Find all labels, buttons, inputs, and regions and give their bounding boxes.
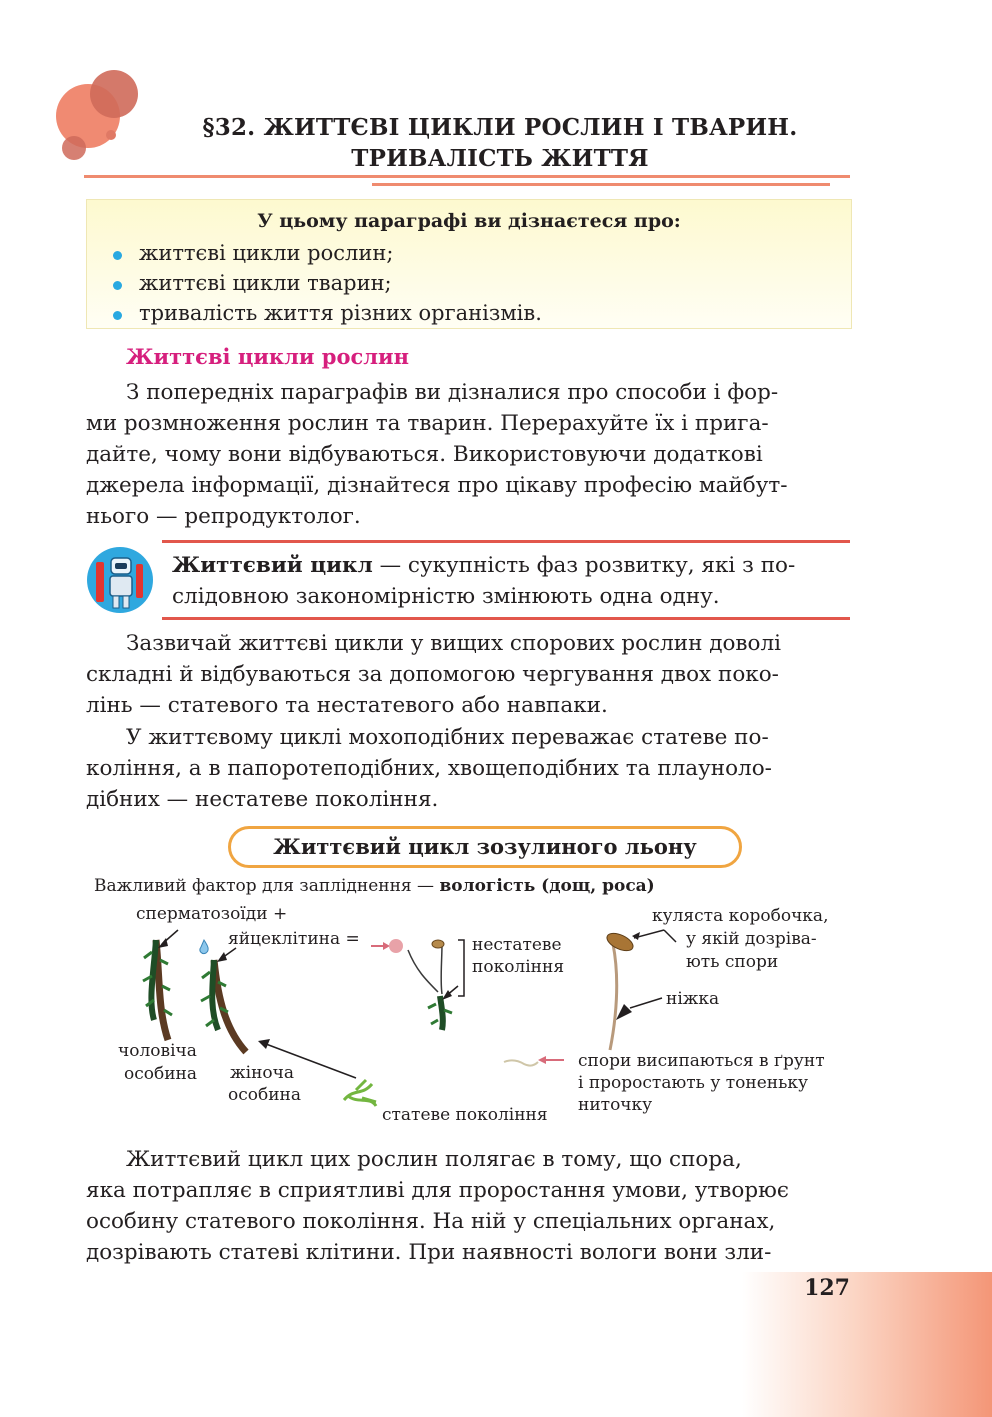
- definition-text: Життєвий цикл — сукупність фаз розвитку, які з по- слідовною закономірністю змінюють одна одну.: [172, 553, 796, 609]
- list-item: тривалість життя різних організмів.: [109, 298, 542, 328]
- decor-circle-small: [62, 136, 86, 160]
- label-sexual: статеве покоління: [382, 1105, 548, 1125]
- label-female-1: жіноча: [230, 1063, 295, 1083]
- label-male-2: особина: [124, 1064, 198, 1084]
- intro-list: [109, 238, 542, 328]
- title-rule-short: [372, 183, 830, 186]
- bullet-icon: [113, 311, 122, 320]
- label-egg: яйцеклітина =: [228, 929, 360, 949]
- female-plant: [201, 960, 246, 1052]
- intro-heading: У цьому параграфі ви дізнаєтеся про:: [257, 210, 681, 232]
- label-spores-1: спори висипаються в ґрунт: [578, 1051, 825, 1071]
- figure-title: Життєвий цикл зозулиного льону: [228, 826, 742, 868]
- intro-box: [86, 199, 852, 329]
- label-capsule-1: куляста коробочка,: [652, 906, 829, 926]
- label-capsule-2: у якій дозріва-: [686, 929, 817, 949]
- definition-top-line: [162, 540, 850, 543]
- paragraph-4: Життєвий цикл цих рослин полягає в тому, що спора, яка потрапляє в сприятливі для проростання умови, утворює особину статевого покоління. На ній у спеціальних органах, дозрівають статеві клітини. При наявності вологи вони зли-: [86, 1147, 789, 1265]
- decor-circle-tiny: [106, 130, 116, 140]
- definition-bottom-line: [162, 617, 850, 620]
- label-capsule-3: ють спори: [686, 952, 779, 972]
- paragraph-3: У життєвому циклі мохоподібних переважає статеве по- коління, а в папоротеподібних, хвощеподібних та плауноло- дібних — нестатеве покоління.: [86, 725, 772, 812]
- list-item: життєві цикли тварин;: [109, 268, 542, 298]
- page-title: §32. ЖИТТЄВІ ЦИКЛИ РОСЛИН І ТВАРИН. ТРИВАЛІСТЬ ЖИТТЯ: [202, 114, 798, 172]
- label-asexual-1: нестатеве: [472, 935, 562, 955]
- figure-factor-text: Важливий фактор для запліднення — вологість (дощ, роса): [94, 876, 655, 896]
- robot-icon: [86, 546, 154, 614]
- label-spores-2: і проростають у тоненьку: [578, 1073, 808, 1093]
- paragraph-1: З попередніх параграфів ви дізналися про способи і фор- ми розмноження рослин та тварин. Перерахуйте їх і прига- дайте, чому вони відбуваються. Використовуючи додаткові джерела інформації, дізнайтеся про цікаву професію майбут- нього — репродуктолог.: [86, 380, 788, 529]
- decor-circle-top: [90, 70, 138, 118]
- male-plant: [143, 940, 172, 1040]
- list-item: життєві цикли рослин;: [109, 238, 542, 268]
- label-female-2: особина: [228, 1085, 302, 1105]
- label-male-1: чоловіча: [118, 1041, 197, 1061]
- label-stalk: ніжка: [666, 989, 720, 1009]
- page-number: 127: [804, 1275, 850, 1301]
- section-heading: Життєві цикли рослин: [126, 344, 409, 369]
- label-sperm: сперматозоїди +: [136, 904, 288, 924]
- definition-box: [162, 540, 850, 620]
- bullet-icon: [113, 281, 122, 290]
- label-asexual-2: покоління: [472, 957, 565, 977]
- page-corner-decor: [742, 1272, 992, 1417]
- bullet-icon: [113, 251, 122, 260]
- label-spores-3: ниточку: [578, 1095, 653, 1115]
- title-rule-long: [84, 175, 850, 178]
- paragraph-2: Зазвичай життєві цикли у вищих спорових рослин доволі складні й відбуваються за допомогою чергування двох поко- лінь — статевого та нестатевого або навпаки.: [86, 631, 782, 718]
